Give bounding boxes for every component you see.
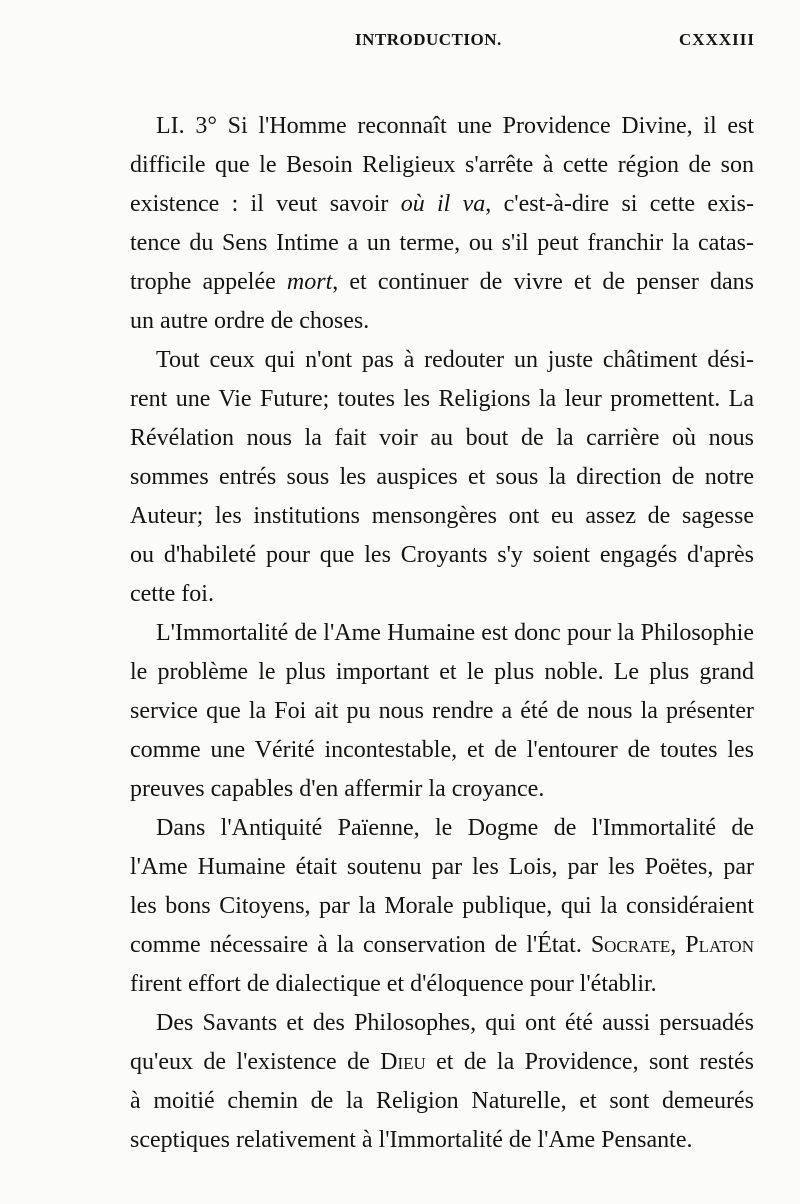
text-line: Révélation nous la fait voir au bout de la carrière où nous <box>130 425 754 451</box>
text-line: qu'eux de l'existence de Dieu et de la Providence, sont restés <box>130 1049 754 1075</box>
page-header <box>0 30 800 56</box>
text-line: Tout ceux qui n'ont pas à redouter un juste châtiment dési- <box>156 347 754 373</box>
text-line: comme une Vérité incontestable, et de l'entourer de toutes les <box>130 737 754 763</box>
text-line: à moitié chemin de la Religion Naturelle, et sont demeurés <box>130 1088 754 1114</box>
paragraph <box>104 809 754 1004</box>
text-line: les bons Citoyens, par la Morale publique, qui la considéraient <box>130 893 754 919</box>
text-line: trophe appelée mort, et continuer de vivre et de penser dans <box>130 269 754 295</box>
page-number: CXXXIII <box>679 30 755 49</box>
small-caps-name: Platon <box>685 932 754 958</box>
text-line: sommes entrés sous les auspices et sous la direction de notre <box>130 464 754 490</box>
paragraph <box>104 1004 754 1160</box>
text-line: l'Ame Humaine était soutenu par les Lois, par les Poëtes, par <box>130 854 754 880</box>
text-line: existence : il veut savoir où il va, c'est-à-dire si cette exis- <box>130 191 754 217</box>
text-line: un autre ordre de choses. <box>130 308 370 334</box>
text-line: le problème le plus important et le plus noble. Le plus grand <box>130 659 754 685</box>
text-line: L'Immortalité de l'Ame Humaine est donc pour la Philosophie <box>156 620 754 646</box>
text-line: firent effort de dialectique et d'éloquence pour l'établir. <box>130 971 657 997</box>
text-line: LI. 3° Si l'Homme reconnaît une Providence Divine, il est <box>156 113 754 139</box>
italic-text: où il va <box>400 191 486 217</box>
text-line: Auteur; les institutions mensongères ont eu assez de sagesse <box>130 503 754 529</box>
text-line: preuves capables d'en affermir la croyance. <box>130 776 545 802</box>
running-head: INTRODUCTION. <box>355 30 502 49</box>
text-line: sceptiques relativement à l'Immortalité de l'Ame Pensante. <box>130 1127 693 1153</box>
paragraph <box>104 614 754 809</box>
text-line: cette foi. <box>130 581 214 607</box>
body-text <box>104 107 754 1160</box>
text-line: rent une Vie Future; toutes les Religions la leur promettent. La <box>130 386 754 412</box>
text-line: service que la Foi ait pu nous rendre a été de nous la présenter <box>130 698 754 724</box>
text-line: ou d'habileté pour que les Croyants s'y soient engagés d'après <box>130 542 754 568</box>
text-line: Dans l'Antiquité Païenne, le Dogme de l'Immortalité de <box>156 815 754 841</box>
paragraph <box>104 107 754 341</box>
small-caps-name: Socrate <box>590 932 671 958</box>
text-line: comme nécessaire à la conservation de l'État. Socrate, Platon <box>130 932 754 958</box>
text-line: Des Savants et des Philosophes, qui ont été aussi persuadés <box>156 1010 754 1036</box>
italic-text: mort <box>286 269 333 295</box>
paragraph <box>104 341 754 614</box>
small-caps-name: Dieu <box>380 1049 426 1075</box>
text-line: difficile que le Besoin Religieux s'arrête à cette région de son <box>130 152 754 178</box>
text-line: tence du Sens Intime a un terme, ou s'il peut franchir la catas- <box>130 230 754 256</box>
